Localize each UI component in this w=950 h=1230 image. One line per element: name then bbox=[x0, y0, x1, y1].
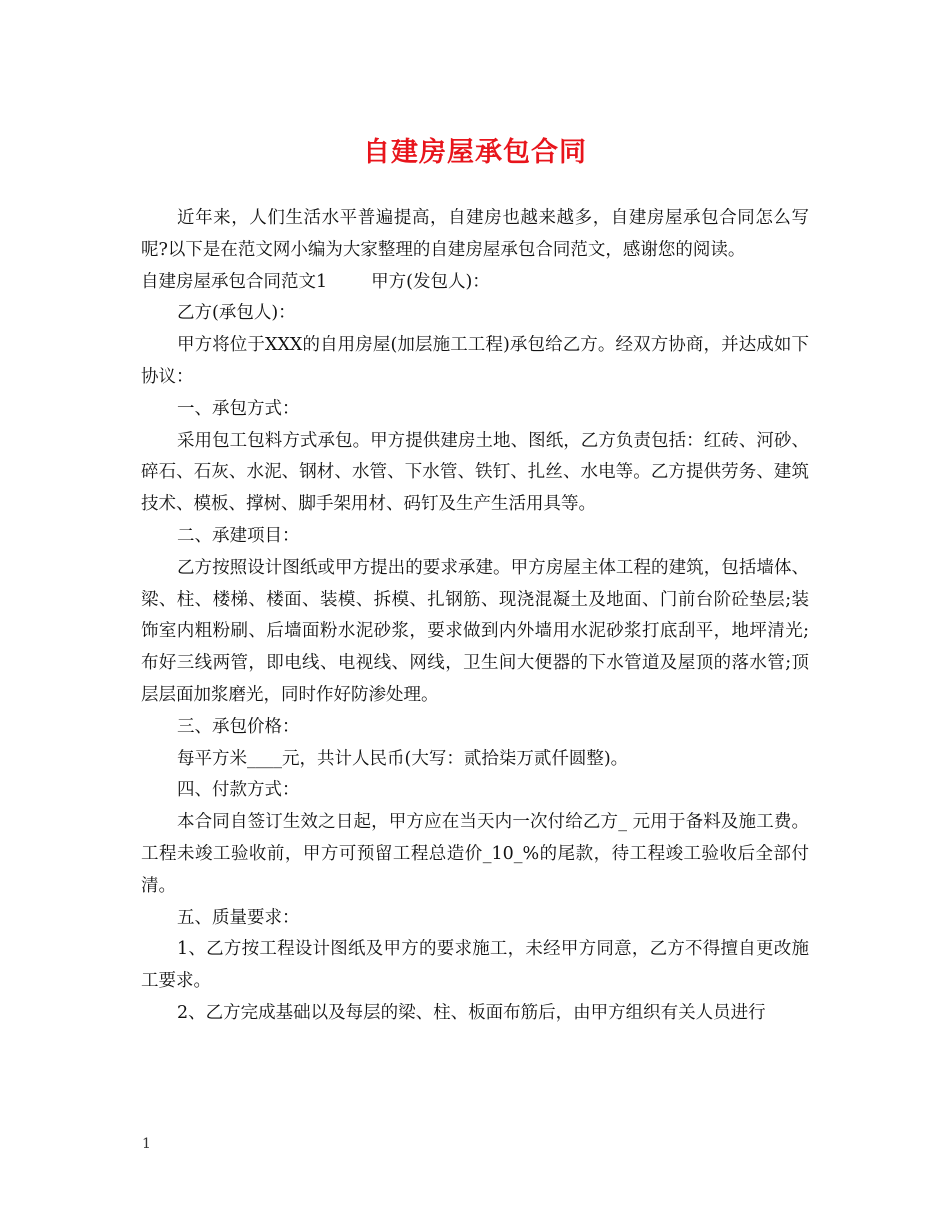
paragraph-agreement: 甲方将位于XXX的自用房屋(加层施工工程)承包给乙方。经双方协商，并达成如下协议： bbox=[141, 335, 809, 387]
section-2-text: 乙方按照设计图纸或甲方提出的要求承建。甲方房屋主体工程的建筑，包括墙体、梁、柱、楼梯、楼面、装模、拆模、扎钢筋、现浇混凝土及地面、门前台阶砼垫层;装饰室内粗粉刷、后墙面粉水泥砂浆，要求做到内外墙用水泥砂浆打底刮平，地坪清光;布好三线两管，即电线、电视线、网线，卫生间大便器的下水管道及屋顶的落水管;顶层层面加浆磨光，同时作好防渗处理。 bbox=[141, 557, 809, 705]
section-5-item-1: 1、乙方按工程设计图纸及甲方的要求施工，未经甲方同意，乙方不得擅自更改施工要求。 bbox=[141, 939, 809, 992]
party-a-label: 甲方(发包人)： bbox=[371, 271, 490, 292]
paragraph-intro: 近年来，人们生活水平普遍提高，自建房也越来越多，自建房屋承包合同怎么写呢?以下是在范文网小编为大家整理的自建房屋承包合同范文，感谢您的阅读。 bbox=[141, 208, 809, 260]
section-4-heading: 四、付款方式： bbox=[177, 780, 300, 801]
section-3-text: 每平方米____元，共计人民币(大写：贰拾柒万贰仟圆整)。 bbox=[177, 748, 629, 769]
document-body bbox=[141, 203, 809, 1030]
sample-heading: 自建房屋承包合同范文1 bbox=[141, 271, 328, 292]
section-3-heading: 三、承包价格： bbox=[177, 716, 300, 737]
paragraph-sample-line bbox=[141, 267, 809, 299]
section-5-heading: 五、质量要求： bbox=[177, 907, 300, 928]
document-title: 自建房屋承包合同 bbox=[363, 137, 587, 168]
page-number: 1 bbox=[142, 1136, 151, 1152]
section-1-heading: 一、承包方式： bbox=[177, 398, 300, 419]
section-1-text: 采用包工包料方式承包。甲方提供建房土地、图纸，乙方负责包括：红砖、河砂、碎石、石灰、水泥、钢材、水管、下水管、铁钉、扎丝、水电等。乙方提供劳务、建筑技术、模板、撑树、脚手架用材、码钉及生产生活用具等。 bbox=[141, 430, 809, 515]
section-5-item-2: 2、乙方完成基础以及每层的梁、柱、板面布筋后，由甲方组织有关人员进行 bbox=[177, 1002, 766, 1023]
party-b-label: 乙方(承包人)： bbox=[177, 303, 296, 324]
section-2-heading: 二、承建项目： bbox=[177, 525, 300, 546]
section-4-text: 本合同自签订生效之日起，甲方应在当天内一次付给乙方_ 元用于备料及施工费。工程未竣工验收前，甲方可预留工程总造价_10_%的尾款，待工程竣工验收后全部付清。 bbox=[141, 812, 809, 896]
